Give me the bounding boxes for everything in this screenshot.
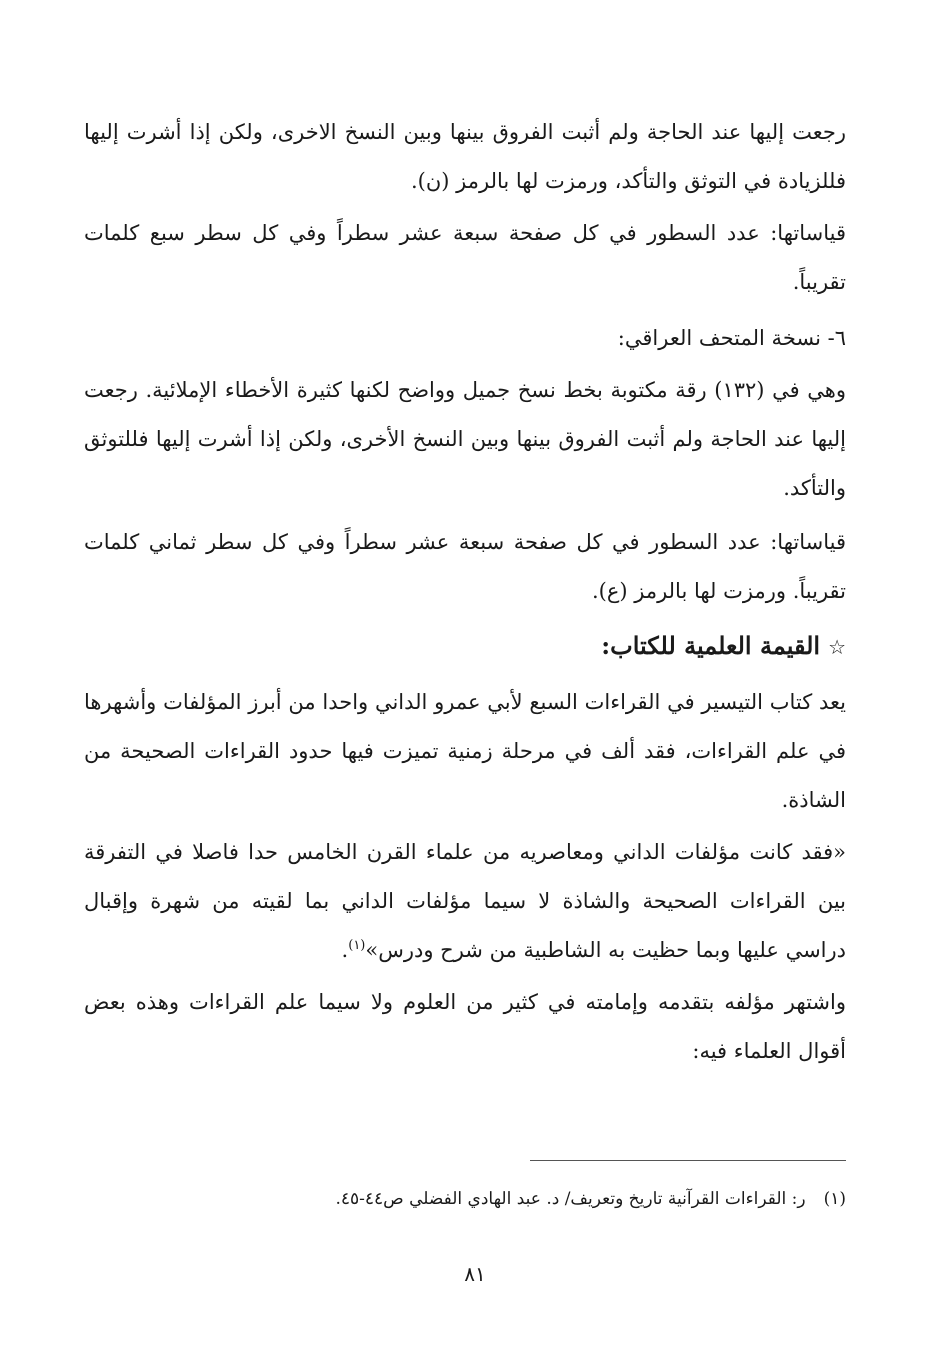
footnote-text: ر: القراءات القرآنية تاريخ وتعريف/ د. عبد الهادي الفضلي ص٤٤-٤٥. — [335, 1189, 806, 1209]
paragraph-book-value: يعد كتاب التيسير في القراءات السبع لأبي عمرو الداني واحدا من أبرز المؤلفات وأشهرها في علم القراءات، فقد ألف في مرحلة زمنية تميزت فيها حدود القراءات الصحيحة من الشاذة. — [84, 690, 846, 812]
footnote — [84, 1182, 846, 1216]
paragraph-measurements-1: قياساتها: عدد السطور في كل صفحة سبعة عشر سطراً وفي كل سطر سبع كلمات تقريباً. — [84, 221, 846, 294]
section-heading — [84, 622, 846, 671]
section-heading-text: القيمة العلمية للكتاب: — [601, 631, 821, 660]
quotation-end: . — [341, 938, 349, 962]
quotation-text: «فقد كانت مؤلفات الداني ومعاصريه من علماء القرن الخامس حدا فاصلا في التفرقة بين القراءات الصحيحة والشاذة لا سيما مؤلفات الداني بما لقيته من شهرة وإقبال دراسي عليها وبما حظيت به الشاطبية من شرح ودرس» — [84, 840, 846, 962]
paragraph-manuscript-note: رجعت إليها عند الحاجة ولم أثبت الفروق بينها وبين النسخ الاخرى، ولكن إذا أشرت إليها فللزيادة في التوثق والتأكد، ورمزت لها بالرمز (ن). — [84, 120, 846, 193]
paragraph-author-fame: واشتهر مؤلفه بتقدمه وإمامته في كثير من العلوم ولا سيما علم القراءات وهذه بعض أقوال العلماء فيه: — [84, 990, 846, 1063]
footnote-number: (١) — [823, 1189, 846, 1209]
paragraph-measurements-2: قياساتها: عدد السطور في كل صفحة سبعة عشر سطراً وفي كل سطر ثماني كلمات تقريباً. ورمزت لها بالرمز (ع). — [84, 530, 846, 603]
paragraph-quotation — [84, 828, 846, 975]
footnote-divider — [530, 1160, 846, 1161]
star-icon: ☆ — [828, 635, 846, 659]
paragraph-iraqi-museum-copy-title: ٦- نسخة المتحف العراقي: — [617, 326, 846, 350]
paragraph-iraqi-museum-copy-description: وهي في (١٣٢) رقة مكتوبة بخط نسخ جميل وواضح لكنها كثيرة الأخطاء الإملائية. رجعت إليها عند الحاجة ولم أثبت الفروق بينها وبين النسخ الأخرى، ولكن إذا أشرت إليها فللتوثق والتأكد. — [84, 378, 846, 500]
footnote-reference-mark: (١) — [348, 938, 366, 953]
page-number: ٨١ — [464, 1262, 486, 1286]
